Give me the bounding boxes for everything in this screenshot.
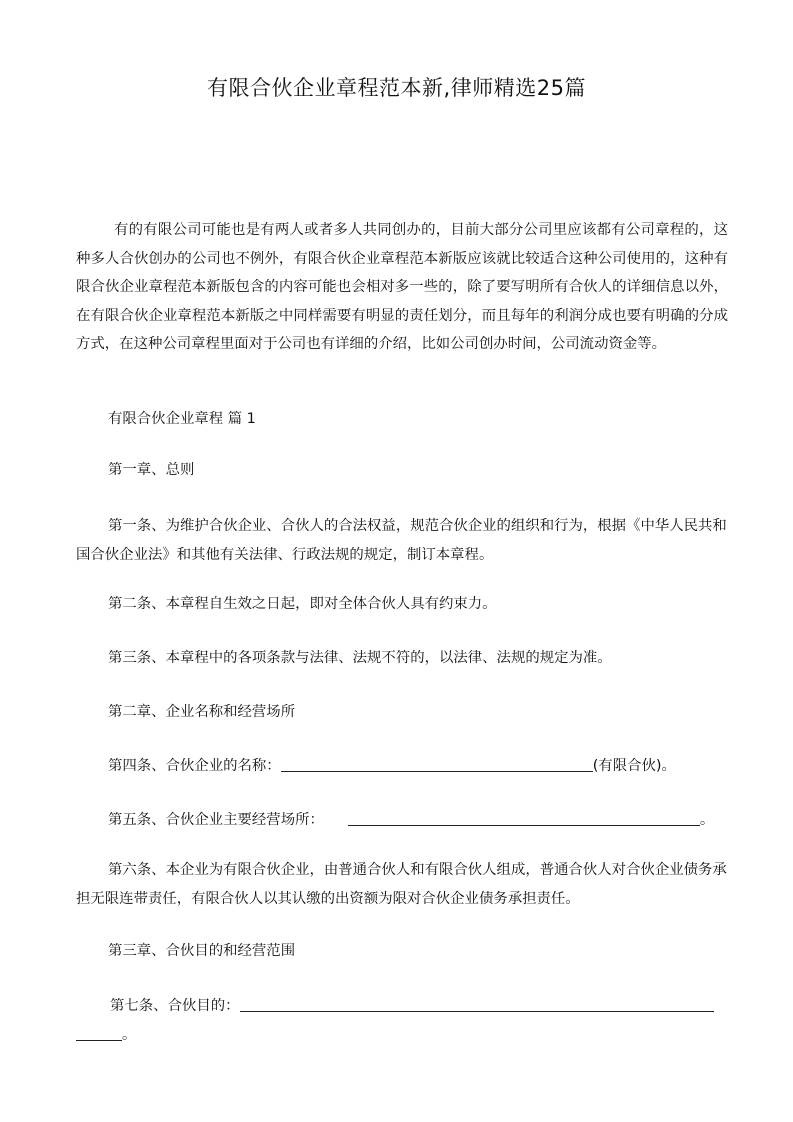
document-title: 有限合伙企业章程范本新,律师精选25篇 [207, 76, 586, 100]
article-4-suffix: (有限合伙)。 [592, 758, 676, 774]
chapter-2-heading: 第二章、企业名称和经营场所 [108, 704, 296, 720]
article-2: 第二条、本章程自生效之日起，即对全体合伙人具有约束力。 [108, 596, 497, 612]
intro-paragraph: 有的有限公司可能也是有两人或者多人共同创办的，目前大部分公司里应该都有公司章程的，这种多人合伙创办的公司也不例外，有限合伙企业章程范本新版应该就比较适合这种公司使用的，这种有限合伙企业章程范本新版包含的内容可能也会相对多一些的，除了要写明所有合伙人的详细信息以外，在有限合伙企业章程范本新版之中同样需要有明显的责任划分，而且每年的利润分成也要有明确的分成方式，在这种公司章程里面对于公司也有详细的介绍，比如公司创办时间，公司流动资金等。 [76, 222, 728, 353]
section-heading: 有限合伙企业章程 篇 1 [108, 411, 256, 427]
partnership-purpose-blank-continued [76, 1024, 122, 1041]
article-4-label: 第四条、合伙企业的名称： [108, 758, 281, 774]
article-5-label: 第五条、合伙企业主要经营场所： [108, 812, 324, 828]
company-name-blank [281, 755, 593, 772]
article-5 [108, 806, 738, 835]
chapter-3-heading: 第三章、合伙目的和经营范围 [108, 943, 296, 959]
article-7-label: 第七条、合伙目的： [110, 998, 240, 1014]
article-7 [76, 992, 732, 1049]
article-6: 第六条、本企业为有限合伙企业，由普通合伙人和有限合伙人组成，普通合伙人对合伙企业债务承担无限连带责任，有限合伙人以其认缴的出资额为限对合伙企业债务承担责任。 [76, 862, 727, 907]
article-7-suffix: 。 [122, 1026, 137, 1043]
article-4 [108, 752, 738, 781]
chapter-1-heading: 第一章、总则 [108, 462, 195, 478]
article-3: 第三条、本章程中的各项条款与法律、法规不符的，以法律、法规的规定为准。 [108, 650, 612, 666]
partnership-purpose-blank [240, 995, 714, 1012]
article-1: 第一条、为维护合伙企业、合伙人的合法权益，规范合伙企业的组织和行为，根据《中华人民共和国合伙企业法》和其他有关法律、行政法规的规定，制订本章程。 [76, 518, 727, 563]
article-5-suffix: 。 [699, 812, 715, 828]
business-location-blank [348, 809, 700, 826]
